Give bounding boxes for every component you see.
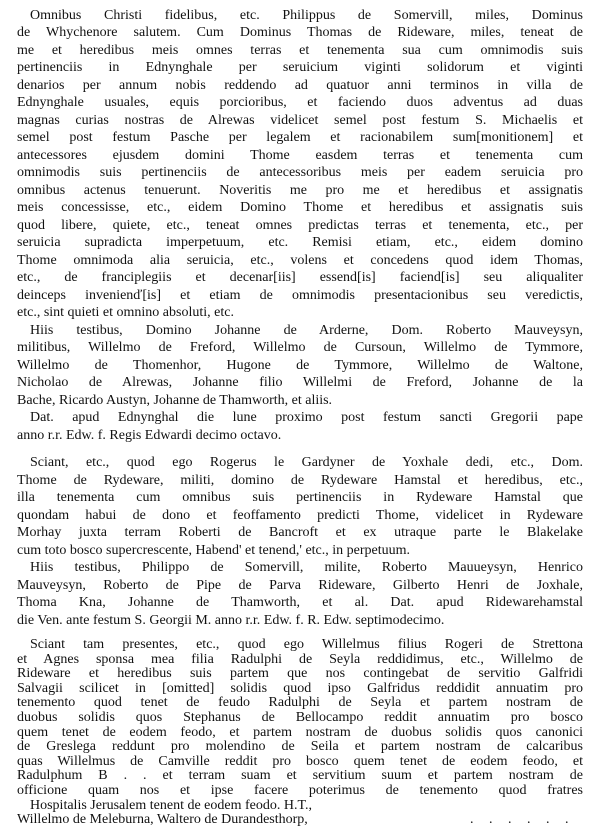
text-line: meis concessisse, etc., eidem Domino Thome et heredibus et assignatis suis — [17, 200, 583, 215]
text-line: Omnibus Christi fidelibus, etc. Philippus de Somervill, miles, Dominus — [30, 8, 583, 23]
text-line: et Agnes sponsa mea filia Radulphi de Seyla reddidimus, etc., Willelmo de — [17, 651, 583, 667]
text-line: omnimodis suis pertinenciis de antecessoribus meis per eadem seruicia pro — [17, 165, 583, 180]
text-line: semel post festum Pasche per legalem et racionabilem sum[monitionem] et — [17, 130, 583, 145]
text-line: cum toto bosco supercrescente, Habend' et tenend,' etc., in perpetuum. — [17, 543, 411, 558]
text-line: Hiis testibus, Domino Johanne de Arderne, Dom. Roberto Mauveysyn, — [30, 323, 583, 338]
text-line: me et heredibus meis omnes terras et tenementa sua cum omnimodis suis — [17, 43, 583, 58]
text-line: Rideware et heredibus suis partem que nos contingebat de servitio Galfridi — [17, 666, 583, 682]
text-line: Hiis testibus, Philippo de Somervill, milite, Roberto Mauueysyn, Henrico — [30, 560, 583, 575]
text-line: Bache, Ricardo Austyn, Johanne de Thamworth, et aliis. — [17, 393, 333, 408]
text-line: de Whychenore salutem. Cum Dominus Thomas de Rideware, miles, teneat de — [17, 25, 583, 40]
text-line: quas Willelmus de Camville reddit pro bosco quem tenet de eodem feodo, et — [17, 753, 583, 769]
text-line: Mauveysyn, Roberto de Pipe de Parva Rideware, Gilberto Henri de Joxhale, — [17, 578, 583, 593]
text-line: Dat. apud Ednynghal die lune proximo post festum sancti Gregorii pape — [30, 410, 583, 425]
text-line: quem tenet de eodem feodo, et partem nostram de duobus solidis quos canonici — [17, 724, 583, 740]
text-line: pertinenciis in Ednynghale per seruicium viginti solidorum et viginti — [17, 60, 583, 75]
text-line: Ednynghale usuales, equis porcioribus, et faciendo duos adventus ad duas — [17, 95, 583, 110]
text-line: Salvagii scilicet in [omitted] solidis quod ipso Galfridus reddidit annuatim pro — [17, 680, 583, 696]
text-line: anno r.r. Edw. f. Regis Edwardi decimo octavo. — [17, 428, 282, 443]
text-line: tenemento quod tenet de feudo Radulphi de Seyla et partem nostram de — [17, 695, 583, 711]
text-line: Nicholao de Alrewas, Johanne filio Willelmi de Freford, Johanne de la — [17, 375, 583, 390]
text-line: duobus solidis quos Stephanus de Bellocampo reddit annuatim pro bosco — [17, 710, 583, 725]
text-line: Sciant, etc., quod ego Rogerus le Gardyner de Yoxhale dedi, etc., Dom. — [30, 455, 583, 470]
text-line: quondam habui de dono et feoffamento predicti Thome, videlicet in Rydeware — [17, 508, 583, 523]
text-line: Willelmo de Thomenhor, Hugone de Tymmore, Willelmo de Waltone, — [17, 358, 583, 373]
text-line: de Greslega reddunt pro molendino de Seila et partem nostram de calcaribus — [17, 739, 583, 755]
text-line: etc., sint quieti et omnino absoluti, etc. — [17, 305, 234, 320]
text-line: omnibus actenus tenuerunt. Noveritis me pro me et heredibus et assignatis — [17, 183, 583, 198]
text-line: Thome omnimoda alia seruicia, etc., volens et concedens quod idem Thomas, — [17, 253, 583, 268]
text-line: magnas curias nostras de Alrewas videlicet semel post festum S. Michaelis et — [17, 113, 583, 128]
text-line: Radulphum B . . et terram suam et servitium suum et partem nostram de — [17, 768, 583, 784]
text-line: militibus, Willelmo de Freford, Willelmo de Cursoun, Willelmo de Tymmore, — [17, 340, 583, 355]
text-line: Willelmo de Meleburna, Waltero de Durandesthorp, — [17, 812, 308, 828]
text-line: illa tenementa cum omnibus suis pertinenciis in Rydeware Hamstal que — [17, 490, 583, 505]
text-line: Thome de Rydeware, militi, domino de Rydeware Hamstal et heredibus, etc., — [17, 473, 583, 488]
text-line: Morhay juxta terram Roberti de Bancroft et ex utraque parte le Blakelake — [17, 525, 583, 540]
text-line: denarios per annum nobis reddendo ad quatuor anni terminos in villa de — [17, 78, 583, 93]
text-line: Hospitalis Jerusalem tenent de eodem feodo. H.T., — [30, 797, 312, 813]
text-line: officione quam nos et ipse facere poterimus de tenemento quod fratres — [17, 783, 583, 798]
text-line: die Ven. ante festum S. Georgii M. anno r.r. Edw. f. R. Edw. septimodecimo. — [17, 613, 445, 628]
text-line: deinceps invenienď[is] et etiam de omnimodis presentacionibus seu veredictis, — [17, 288, 583, 303]
text-line: seruicia supradicta imperpetuum, etc. Remisi etiam, etc., eidem domino — [17, 235, 583, 250]
ellipsis-marks: . . . . . . — [470, 812, 575, 828]
text-line: Sciant tam presentes, etc., quod ego Willelmus filius Rogeri de Strettona — [30, 637, 583, 652]
text-line: quod libere, quiete, etc., teneat omnes predictas terras et tenementa, etc., per — [17, 218, 583, 233]
text-line: etc., de franciplegiis et decenar[iis] essend[is] faciend[is] seu aliqualiter — [17, 270, 583, 285]
text-line: Thoma Kna, Johanne de Thamworth, et al. Dat. apud Ridewarehamstal — [17, 595, 583, 610]
text-line: antecessores ejusdem domini Thome easdem terras et tenementa cum — [17, 148, 583, 163]
